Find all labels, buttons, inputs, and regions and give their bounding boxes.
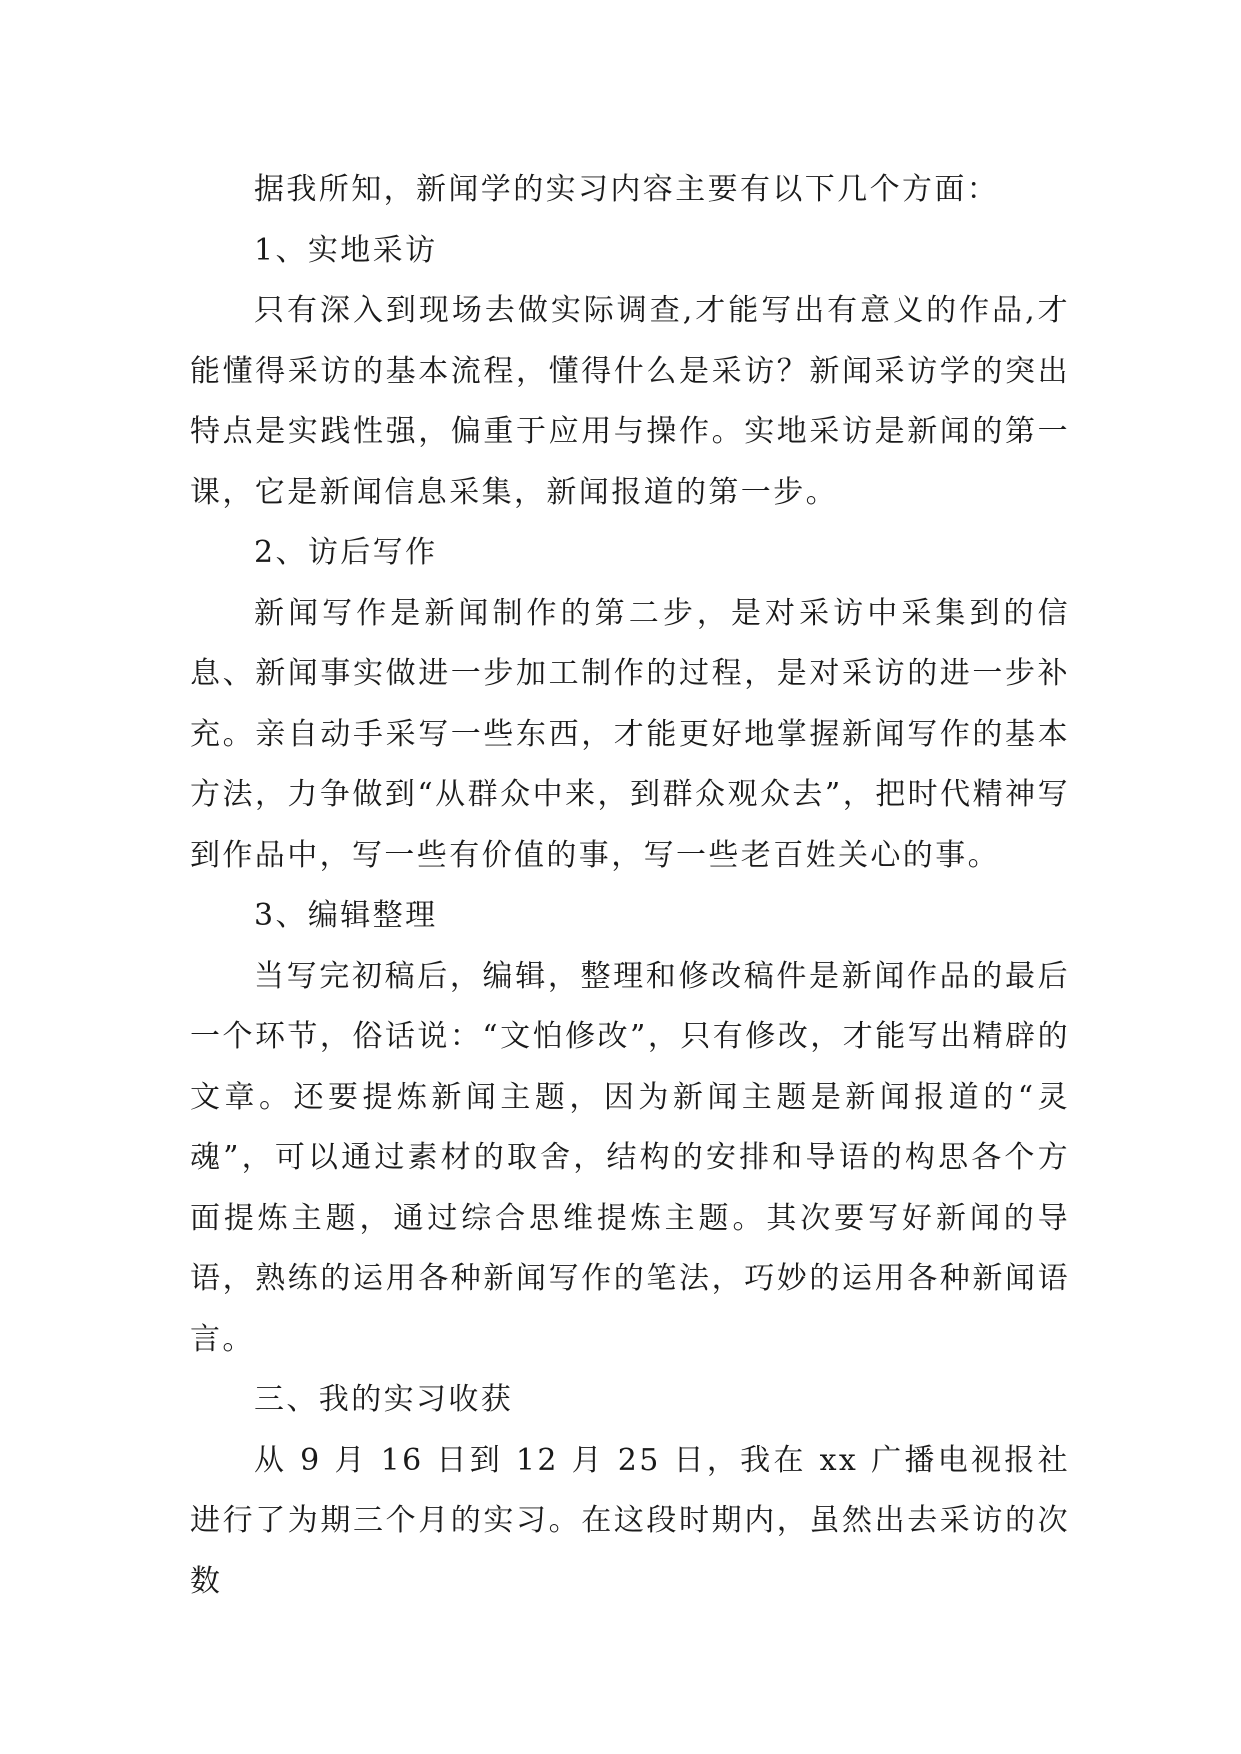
document-body: [190, 160, 1070, 1612]
heading-internship-gains: 三、我的实习收获: [254, 1382, 514, 1417]
heading-editing: 3、编辑整理: [254, 898, 438, 933]
paragraph-field-interview: 只有深入到现场去做实际调查,才能写出有意义的作品,才能懂得采访的基本流程，懂得什么是采访？新闻采访学的突出特点是实践性强，偏重于应用与操作。实地采访是新闻的第一课，它是新闻信息采集，新闻报道的第一步。: [190, 293, 1070, 510]
heading-field-interview: 1、实地采访: [254, 232, 438, 268]
paragraph-post-interview-writing: 新闻写作是新闻制作的第二步，是对采访中采集到的信息、新闻事实做进一步加工制作的过程，是对采访的进一步补充。亲自动手采写一些东西，才能更好地掌握新闻写作的基本方法，力争做到“从群众中来，到群众观众去”，把时代精神写到作品中，写一些有价值的事，写一些老百姓关心的事。: [190, 595, 1070, 873]
paragraph-internship-gains: 从 9 月 16 日到 12 月 25 日，我在 xx 广播电视报社进行了为期三个月的实习。在这段时期内，虽然出去采访的次数: [190, 1442, 1070, 1599]
paragraph-intro: 据我所知，新闻学的实习内容主要有以下几个方面：: [254, 172, 1000, 207]
heading-post-interview-writing: 2、访后写作: [254, 535, 438, 570]
paragraph-editing: 当写完初稿后，编辑，整理和修改稿件是新闻作品的最后一个环节，俗话说：“文怕修改”，只有修改，才能写出精辟的文章。还要提炼新闻主题，因为新闻主题是新闻报道的“灵魂”，可以通过素材的取舍，结构的安排和导语的构思各个方面提炼主题，通过综合思维提炼主题。其次要写好新闻的导语，熟练的运用各种新闻写作的笔法，巧妙的运用各种新闻语言。: [190, 958, 1070, 1357]
